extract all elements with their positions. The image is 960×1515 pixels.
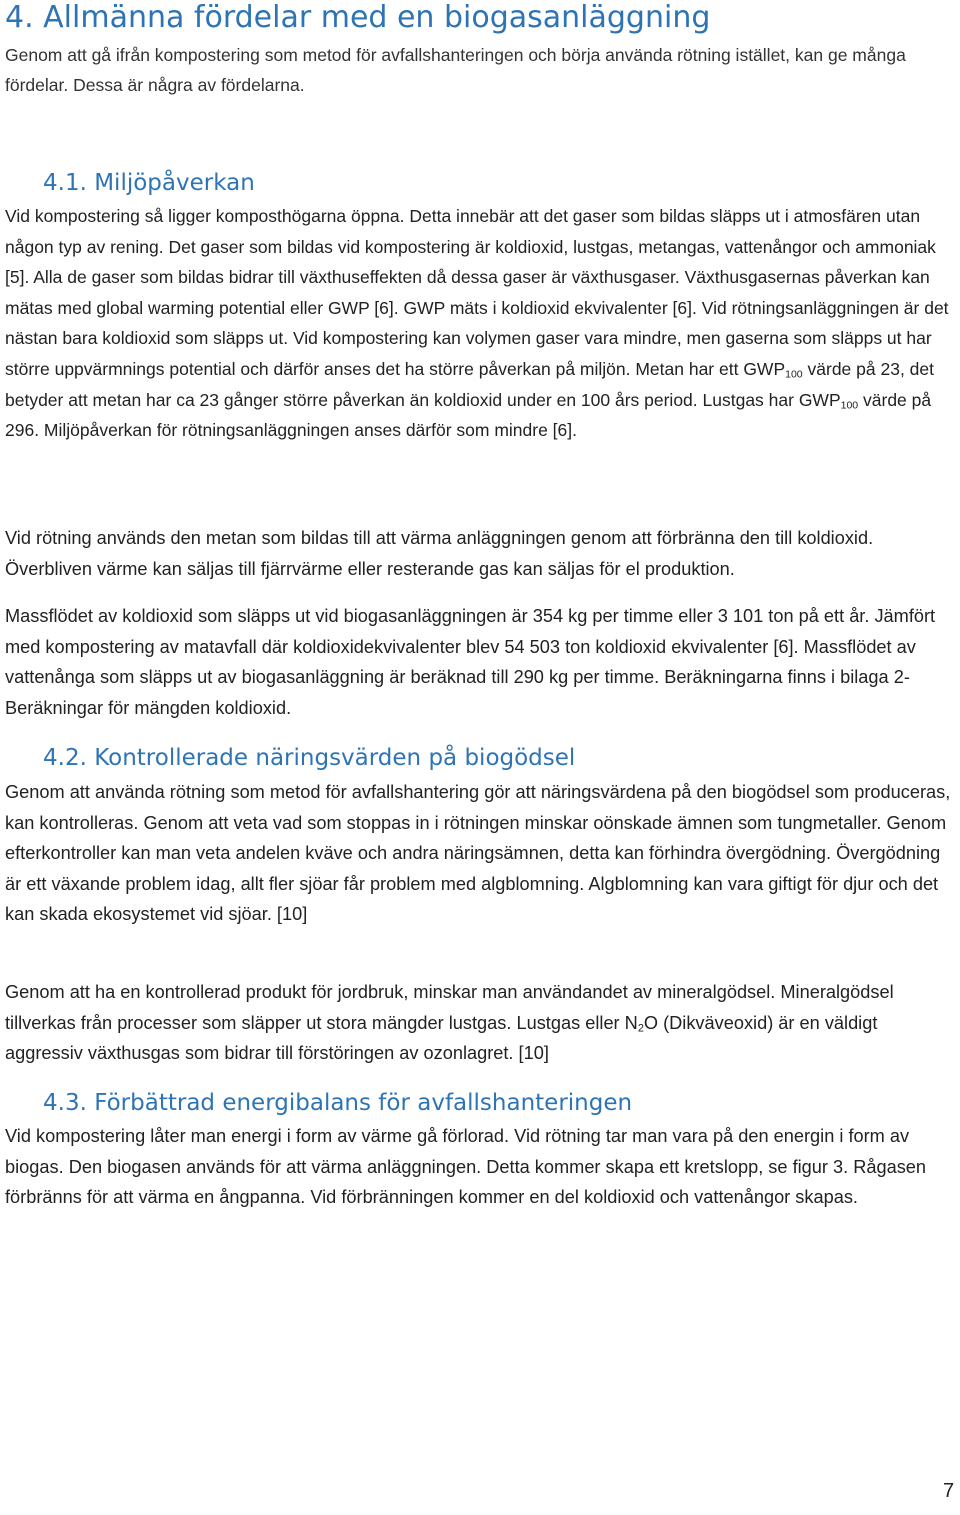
subsection-number: 4.2. xyxy=(43,745,87,771)
subsection-title: Kontrollerade näringsvärden på biogödsel xyxy=(94,745,576,771)
paragraph-mineralgodsel xyxy=(5,977,955,1069)
page-number: 7 xyxy=(943,1480,955,1502)
text-run: Vid kompostering så ligger komposthögarna öppna. Detta innebär att det gaser som bildas släpps ut i atmosfären utan någon typ av rening. Det gaser som bildas vid kompostering är koldioxid, lustgas, metangas, vattenångor och ammoniak [5]. Alla de gaser som bildas bidrar till växthuseffekten då dessa gaser är växthusgaser. Växthusgasernas påverkan kan mätas med global warming potential eller GWP [6]. GWP mäts i koldioxid ekvivalenter [6]. Vid rötningsanläggningen är det nästan bara koldioxid som släpps ut. Vid kompostering kan volymen gaser vara mindre, men gaserna som släpps ut har större uppvärmnings potential och därför anses det ha större påverkan på miljön. Metan har ett GWP xyxy=(5,206,949,379)
text-run: värde på 23, det betyder att metan har ca 23 gånger större påverkan än koldioxid under en 100 års period. Lustgas har GWP xyxy=(5,358,935,410)
section-heading: 4. Allmänna fördelar med en biogasanläggning xyxy=(5,0,711,35)
subsection-title: Miljöpåverkan xyxy=(94,170,255,196)
paragraph-energibalans: Vid kompostering låter man energi i form av värme gå förlorad. Vid rötning tar man vara på den energin i form av biogas. Den biogasen används för att värma anläggningen. Detta kommer skapa ett kretslopp, se figur 3. Rågasen förbränns för att värma en ångpanna. Vid förbränningen kommer en del koldioxid och vattenångor skapas. xyxy=(5,1126,927,1208)
paragraph-miljopaverkan xyxy=(5,201,955,446)
subsection-heading-4-2 xyxy=(43,743,575,773)
subscript: 100 xyxy=(785,368,803,381)
text-run: Genom att ha en kontrollerad produkt för jordbruk, minskar man användandet av mineralgödsel. Mineralgödsel tillverkas från processer som släpper ut stora mängder lustgas. Lustgas eller N xyxy=(5,982,894,1033)
paragraph-massflode: Massflödet av koldioxid som släpps ut vid biogasanläggningen är 354 kg per timme eller 3 101 ton på ett år. Jämfört med kompostering av matavfall där koldioxidekvivalenter blev 54 503 ton koldioxid ekvivalenter [6]. Massflödet av vattenånga som släpps ut av biogasanläggning är beräknad till 290 kg per timme. Beräkningarna finns i bilaga 2- Beräkningar för mängden koldioxid. xyxy=(5,606,936,718)
subsection-number: 4.1. xyxy=(43,170,87,196)
text-run: O (Dikväveoxid) är en väldigt aggressiv växthusgas som bidrar till förstöringen av ozonlagret. [10] xyxy=(5,1012,878,1064)
subscript: 2 xyxy=(637,1022,644,1035)
subscript: 100 xyxy=(840,399,859,412)
paragraph-rotning-metan: Vid rötning används den metan som bildas till att värma anläggningen genom att förbränna den till koldioxid. Överbliven värme kan säljas till fjärrvärme eller resterande gas kan säljas för el produktion. xyxy=(5,528,874,579)
text-run: värde på 296. Miljöpåverkan för rötningsanläggningen anses därför som mindre [6]. xyxy=(5,389,932,441)
subsection-number: 4.3. xyxy=(43,1090,87,1116)
subsection-title: Förbättrad energibalans för avfallshanteringen xyxy=(94,1090,633,1116)
subsection-heading-4-1 xyxy=(43,168,255,198)
paragraph-naringsvarden: Genom att använda rötning som metod för avfallshantering gör att näringsvärdena på den biogödsel som produceras, kan kontrolleras. Genom att veta vad som stoppas in i rötningen minskar oönskade ämnen som tungmetaller. Genom efterkontroller kan man veta andelen kväve och andra näringsämnen, detta kan förhindra övergödning. Övergödning är ett växande problem idag, allt fler sjöar får problem med algblomning. Algblomning kan vara giftigt för djur och det kan skada ekosystemet vid sjöar. [10] xyxy=(5,782,951,925)
intro-paragraph: Genom att gå ifrån kompostering som metod för avfallshanteringen och börja använda rötning istället, kan ge många fördelar. Dessa är några av fördelarna. xyxy=(5,45,906,95)
subsection-heading-4-3 xyxy=(43,1088,632,1118)
